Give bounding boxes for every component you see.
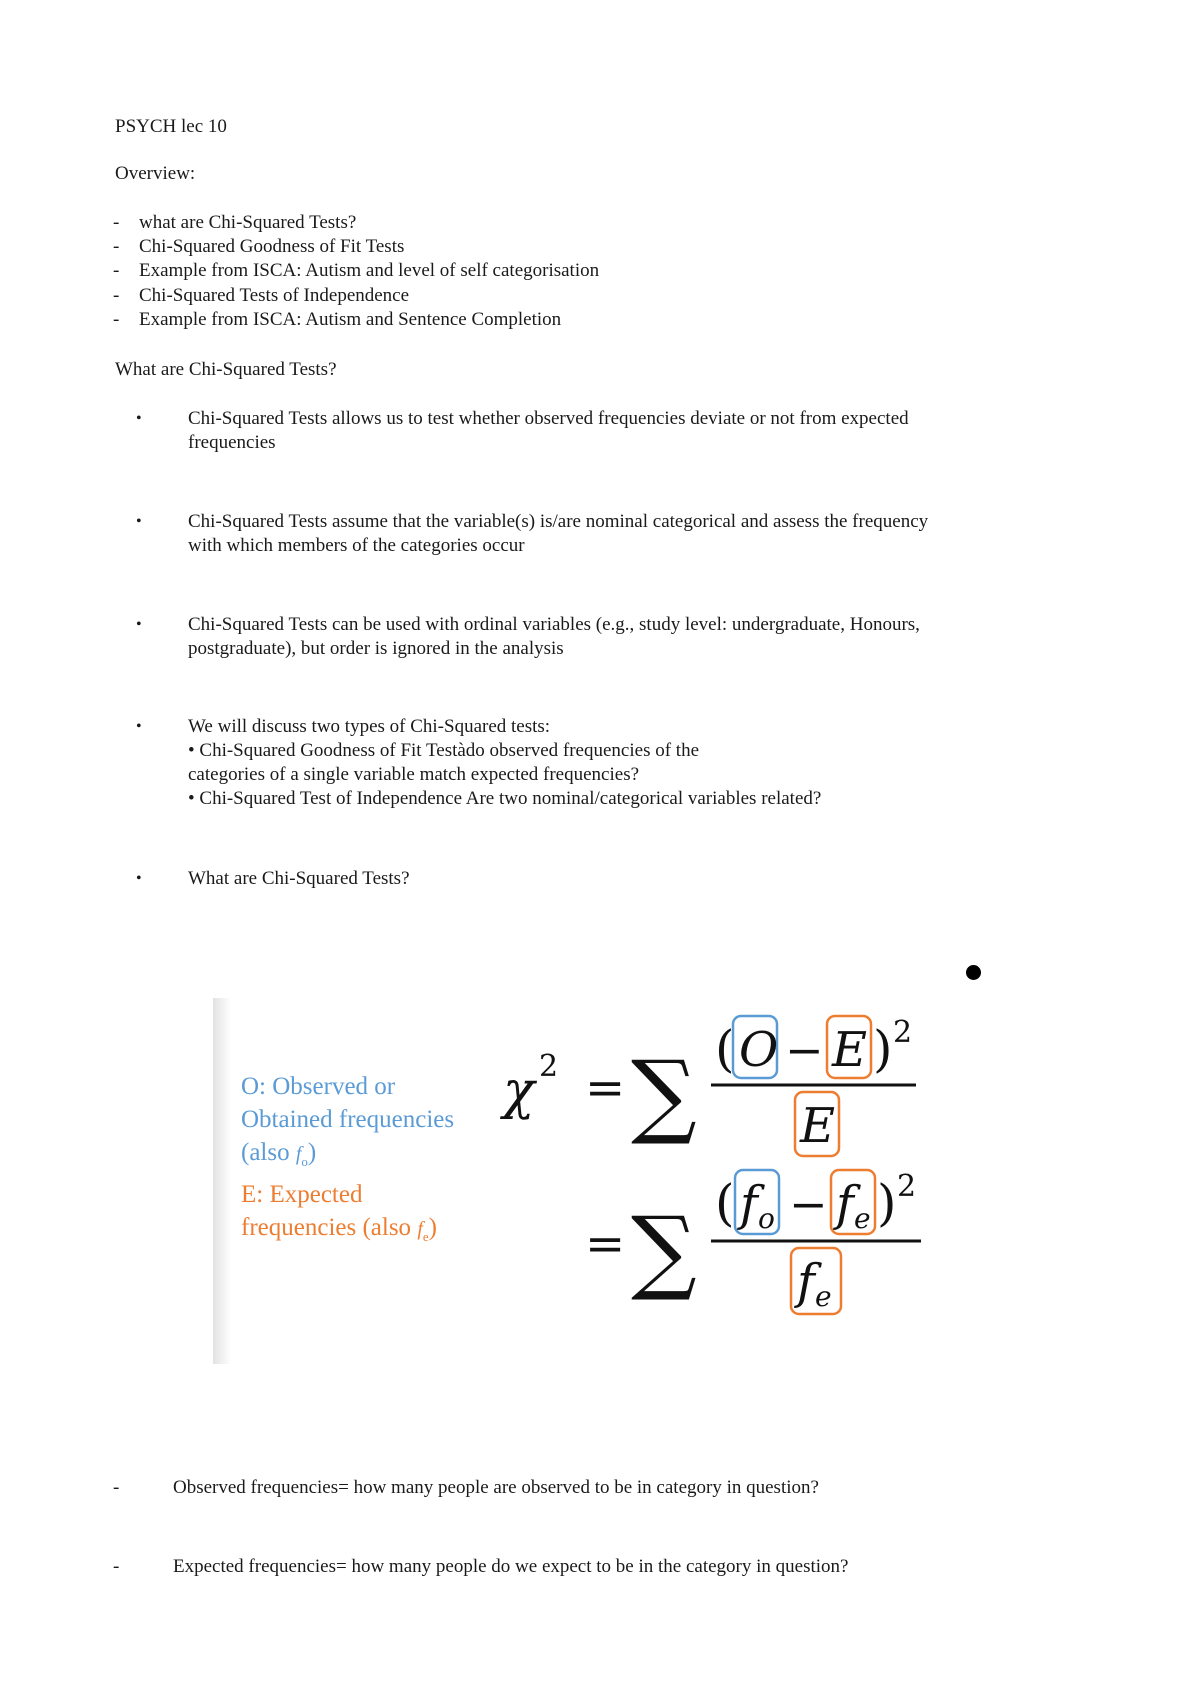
sigma-symbol: ∑: [631, 1197, 697, 1304]
paren-close: ): [877, 1174, 897, 1232]
bullet-line: What are Chi-Squared Tests?: [188, 868, 410, 889]
chi-squared-formula-figure: [213, 998, 933, 1364]
legend-text: frequencies (also: [241, 1214, 418, 1241]
definition-item: Observed frequencies= how many people are observed to be in category in question?: [173, 1477, 819, 1498]
bullet-line: categories of a single variable match expected frequencies?: [188, 764, 640, 785]
overview-label: Overview:: [115, 163, 196, 184]
bullet-line: Chi-Squared Tests can be used with ordinal variables (e.g., study level: undergraduate, Honours,: [188, 614, 920, 635]
legend-subscript: e: [422, 1229, 429, 1244]
formula-svg: [213, 998, 933, 1364]
bullet-marker: •: [136, 616, 142, 633]
legend-subscript: o: [301, 1154, 308, 1169]
document-title: PSYCH lec 10: [115, 116, 227, 137]
f-symbol: f: [740, 1176, 758, 1232]
bullet-line: We will discuss two types of Chi-Squared tests:: [188, 716, 551, 737]
paren-open: (: [715, 1020, 735, 1078]
overview-item: Chi-Squared Tests of Independence: [139, 285, 410, 306]
bullet-line: • Chi-Squared Test of Independence Are two nominal/categorical variables related?: [188, 788, 822, 809]
bullet-line: • Chi-Squared Goodness of Fit Testàdo observed frequencies of the: [188, 740, 699, 761]
bullet-marker: •: [136, 718, 142, 735]
chi-exponent: 2: [539, 1049, 559, 1084]
bullet-marker: •: [136, 410, 142, 427]
bullet-line: postgraduate), but order is ignored in the analysis: [188, 638, 564, 659]
legend-text: (also: [241, 1139, 296, 1166]
bullet-item: [188, 867, 410, 891]
dash-marker: -: [113, 212, 120, 233]
subscript-e: e: [854, 1202, 871, 1235]
definition-item: Expected frequencies= how many people do we expect to be in the category in question?: [173, 1556, 849, 1577]
bullet-marker: •: [136, 870, 142, 887]
numerator-exponent: 2: [897, 1169, 917, 1204]
stray-bullet-dot: [966, 965, 981, 980]
paren-open: (: [715, 1174, 735, 1232]
bullet-line: Chi-Squared Tests allows us to test whether observed frequencies deviate or not from expected: [188, 408, 909, 429]
paren-close: ): [873, 1020, 893, 1078]
equals-sign: =: [585, 1216, 626, 1272]
observed-symbol: O: [739, 1022, 779, 1078]
overview-item: Chi-Squared Goodness of Fit Tests: [139, 236, 405, 257]
f-symbol: f: [836, 1176, 854, 1232]
legend-symbol: f: [295, 1143, 302, 1165]
expected-symbol: E: [800, 1098, 836, 1154]
bullet-line: frequencies: [188, 432, 276, 453]
overview-item: Example from ISCA: Autism and Sentence Completion: [139, 309, 562, 330]
dash-marker: -: [113, 285, 120, 306]
minus-sign: −: [785, 1023, 824, 1077]
bullet-marker: •: [136, 513, 142, 530]
expected-symbol: E: [832, 1022, 868, 1078]
dash-marker: -: [113, 236, 120, 257]
legend-observed-line: Obtained frequencies: [241, 1106, 455, 1133]
bullet-item: [188, 715, 821, 811]
bullet-item: [188, 407, 909, 455]
legend-text: ): [428, 1214, 437, 1241]
section-heading: What are Chi-Squared Tests?: [115, 359, 337, 380]
numerator-exponent: 2: [893, 1015, 913, 1050]
overview-item: Example from ISCA: Autism and level of self categorisation: [139, 260, 600, 281]
dash-marker: -: [113, 260, 120, 281]
dash-marker: -: [113, 1477, 120, 1498]
minus-sign: −: [789, 1177, 828, 1231]
chi-symbol: χ: [503, 1061, 535, 1121]
legend-expected-line: E: Expected: [241, 1181, 363, 1208]
bullet-line: with which members of the categories occur: [188, 535, 525, 556]
dash-marker: -: [113, 309, 120, 330]
subscript-o: o: [758, 1202, 775, 1235]
sigma-symbol: ∑: [631, 1041, 697, 1148]
subscript-e: e: [815, 1280, 832, 1313]
dash-marker: -: [113, 1556, 120, 1577]
legend-text: ): [307, 1139, 317, 1166]
bullet-item: [188, 510, 928, 558]
legend-symbol: f: [417, 1218, 423, 1240]
bullet-item: [188, 613, 920, 661]
bullet-line: Chi-Squared Tests assume that the variable(s) is/are nominal categorical and assess the frequency: [188, 511, 929, 532]
legend-observed-line: O: Observed or: [241, 1073, 396, 1100]
f-symbol: f: [797, 1254, 815, 1310]
overview-item: what are Chi-Squared Tests?: [139, 212, 357, 233]
equals-sign: =: [585, 1060, 626, 1116]
